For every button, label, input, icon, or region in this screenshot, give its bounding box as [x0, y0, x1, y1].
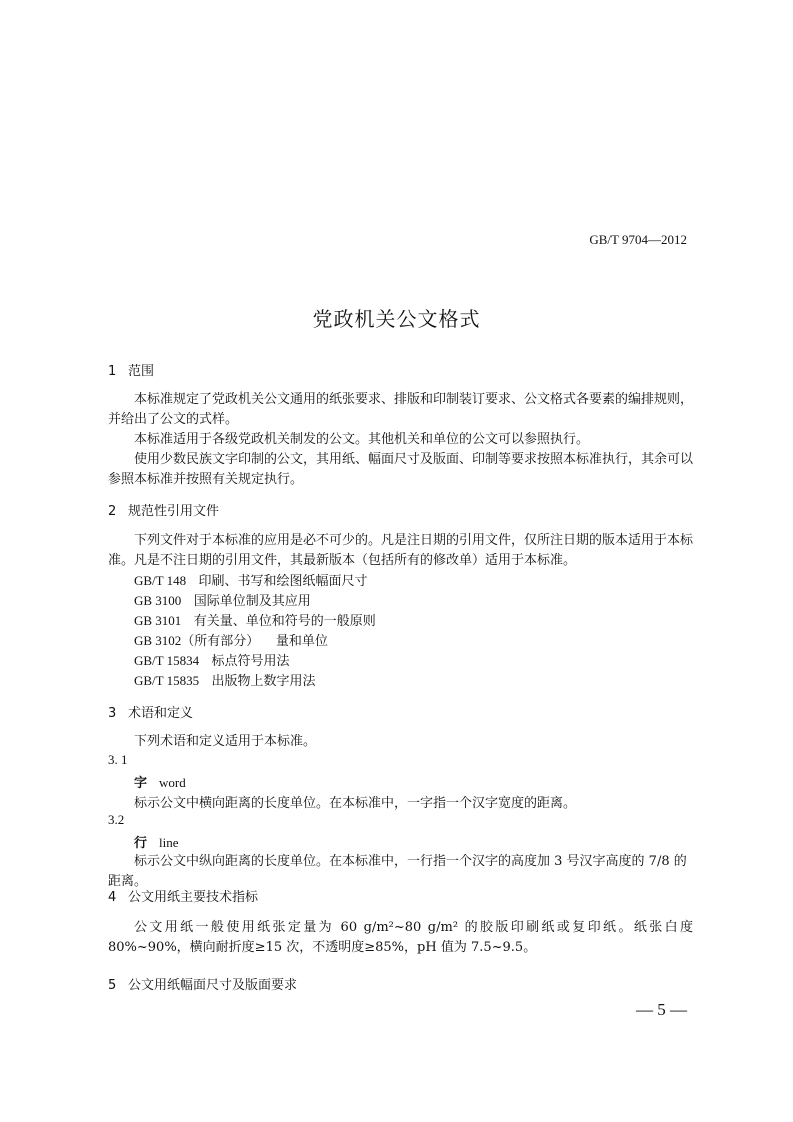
reference-code: GB 3100 [134, 593, 182, 608]
page-number: — 5 — [636, 1000, 687, 1019]
section-1-number: 1 [108, 364, 117, 379]
term-clause-number: 3. 1 [108, 752, 128, 767]
normative-reference [134, 591, 311, 612]
term-entry [134, 772, 186, 791]
reference-code: GB/T 148 [134, 573, 187, 588]
document-title: 党政机关公文格式 [312, 307, 481, 331]
term-definition: 标示公文中纵向距离的长度单位。在本标准中，一行指一个汉字的高度加 3 号汉字高度的 7/8 的距离。 [108, 854, 687, 889]
section-4-text: 公文用纸一般使用纸张定量为 60 g/m²~80 g/m² 的胶版印刷纸或复印纸。纸张白度 80%~90%，横向耐折度≥15 次，不透明度≥85%，pH 值为 7.5~9.5。 [108, 920, 693, 955]
term-chinese: 行 [134, 836, 148, 851]
reference-code: GB/T 15834 [134, 653, 200, 668]
term-chinese: 字 [134, 776, 148, 791]
reference-name: 国际单位制及其应用 [193, 594, 311, 609]
section-1-paragraph-1: 本标准规定了党政机关公文通用的纸张要求、排版和印制装订要求、公文格式各要素的编排规则，并给出了公文的式样。 [108, 392, 694, 427]
section-1-title: 范围 [128, 364, 155, 379]
reference-name: 有关量、单位和符号的一般原则 [193, 614, 376, 629]
reference-name: 量和单位 [275, 634, 328, 649]
section-5-heading [108, 974, 297, 993]
section-2-title: 规范性引用文件 [128, 504, 220, 519]
section-2-heading [108, 500, 219, 519]
section-5-title: 公文用纸幅面尺寸及版面要求 [128, 978, 298, 993]
reference-name: 出版物上数字用法 [211, 674, 316, 689]
section-4-heading [108, 886, 258, 905]
standard-code: GB/T 9704—2012 [589, 232, 687, 247]
section-1-heading [108, 360, 154, 379]
reference-code: GB 3101 [134, 613, 182, 628]
term-clause-number: 3.2 [108, 812, 125, 827]
reference-code: GB 3102（所有部分） [134, 633, 260, 648]
normative-reference [134, 571, 368, 592]
term-english: word [159, 775, 186, 790]
normative-reference [134, 611, 376, 632]
section-2-intro: 下列文件对于本标准的应用是必不可少的。凡是注日期的引用文件，仅所注日期的版本适用于本标准。凡是不注日期的引用文件，其最新版本（包括所有的修改单）适用于本标准。 [108, 533, 694, 568]
term-entry [134, 832, 179, 851]
normative-reference [134, 651, 290, 672]
reference-name: 印刷、书写和绘图纸幅面尺寸 [198, 574, 368, 589]
section-3-heading [108, 702, 193, 721]
normative-reference [134, 631, 328, 652]
term-definition: 标示公文中横向距离的长度单位。在本标准中，一字指一个汉字宽度的距离。 [134, 796, 577, 811]
section-2-number: 2 [108, 504, 117, 519]
normative-reference [134, 671, 316, 692]
section-1-paragraph-3: 使用少数民族文字印制的公文，其用纸、幅面尺寸及版面、印制等要求按照本标准执行，其余可以参照本标准并按照有关规定执行。 [108, 452, 694, 487]
section-3-title: 术语和定义 [128, 706, 194, 721]
reference-name: 标点符号用法 [211, 654, 290, 669]
section-4-number: 4 [108, 890, 117, 905]
section-3-number: 3 [108, 706, 117, 721]
reference-code: GB/T 15835 [134, 673, 200, 688]
section-4-title: 公文用纸主要技术指标 [128, 890, 259, 905]
section-3-intro: 下列术语和定义适用于本标准。 [134, 734, 317, 749]
section-1-paragraph-2: 本标准适用于各级党政机关制发的公文。其他机关和单位的公文可以参照执行。 [134, 432, 590, 447]
term-english: line [159, 835, 179, 850]
section-5-number: 5 [108, 978, 117, 993]
